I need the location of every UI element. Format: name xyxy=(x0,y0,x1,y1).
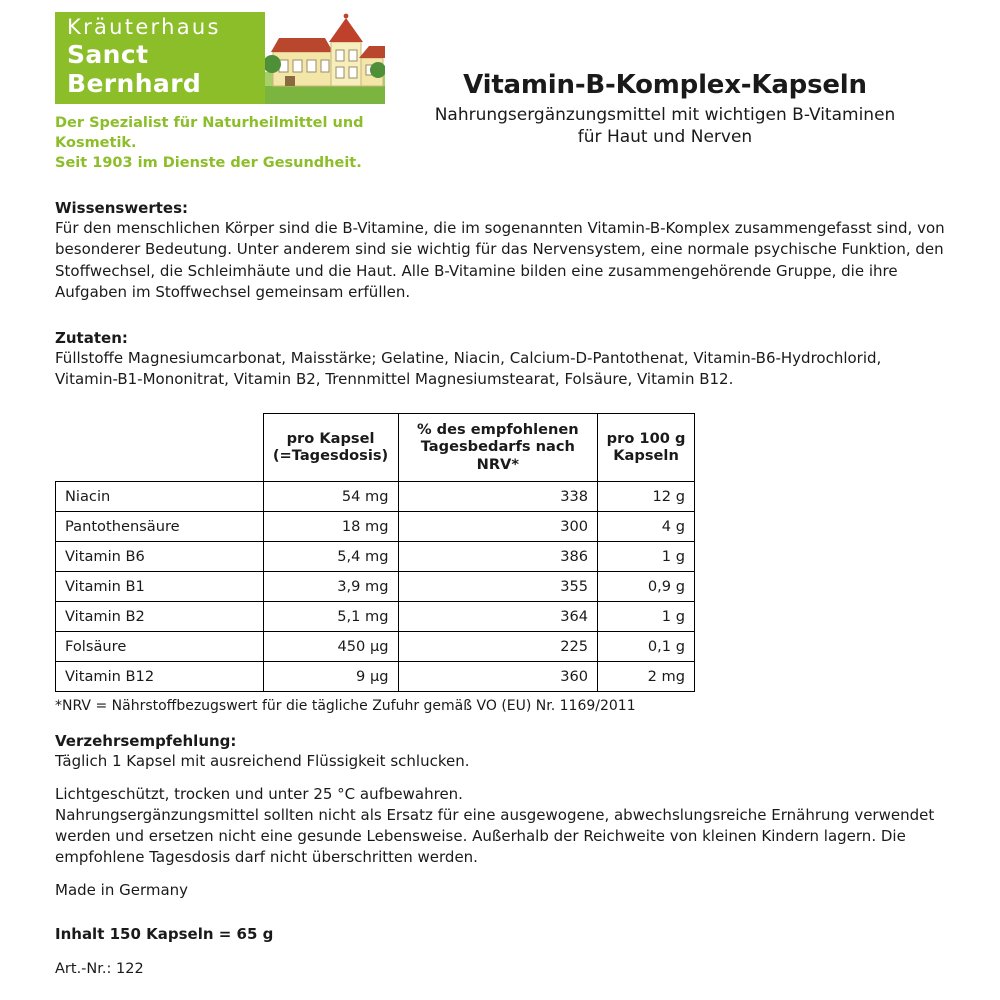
logo xyxy=(55,12,385,104)
product-subtitle xyxy=(385,104,945,149)
storage-text: Lichtgeschützt, trocken und unter 25 °C aufbewahren. xyxy=(55,784,463,803)
table-header-row xyxy=(56,413,695,482)
nutrition-table xyxy=(55,413,695,693)
table-header-blank xyxy=(56,413,264,482)
cell-nrv: 360 xyxy=(398,662,598,692)
brand-tagline xyxy=(55,113,385,173)
product-subtitle-line1: Nahrungsergänzungsmittel mit wichtigen B-Vitaminen xyxy=(434,105,896,125)
tagline-line-1: Der Spezialist für Naturheilmittel und Kosmetik. xyxy=(55,115,364,151)
nutrition-table-body xyxy=(56,482,695,692)
cell-per-capsule: 3,9 mg xyxy=(263,572,398,602)
table-row xyxy=(56,512,695,542)
content xyxy=(0,199,1000,977)
brand-name-line2: Sanct Bernhard xyxy=(67,40,202,99)
cell-per-capsule: 5,1 mg xyxy=(263,602,398,632)
disclaimer-text: Nahrungsergänzungsmittel sollten nicht als Ersatz für eine ausgewogene, abwechslungsreiche Ernährung verwendet werden und ersetzen nicht eine gesunde Lebensweise. Außerhalb der Reichweite von kleinen Kindern lagern. Die empfohlene Tagesdosis darf nicht überschritten werden. xyxy=(55,805,935,867)
made-in-text: Made in Germany xyxy=(55,880,189,899)
cell-nrv: 300 xyxy=(398,512,598,542)
ingredients-text: Füllstoffe Magnesiumcarbonat, Maisstärke; Gelatine, Niacin, Calcium-D-Pantothenat, Vitamin-B6-Hydrochlorid, Vitamin-B1-Mononitrat, Vitamin B2, Trennmittel Magnesiumstearat, Folsäure, Vitamin B12. xyxy=(55,349,882,389)
building-illustration-icon xyxy=(265,12,385,104)
cell-nrv: 355 xyxy=(398,572,598,602)
ingredients-heading: Zutaten: xyxy=(55,329,128,348)
table-row xyxy=(56,662,695,692)
cell-per-capsule: 9 µg xyxy=(263,662,398,692)
header-col4-line1: pro 100 g xyxy=(606,429,686,447)
knowledge-heading: Wissenswertes: xyxy=(55,199,189,217)
cell-nrv: 364 xyxy=(398,602,598,632)
cell-per-capsule: 5,4 mg xyxy=(263,542,398,572)
header-col3-line1: % des empfohlenen xyxy=(416,420,579,438)
tagline-line-2 xyxy=(55,153,385,173)
cell-per-capsule: 18 mg xyxy=(263,512,398,542)
cell-nutrient: Vitamin B12 xyxy=(56,662,264,692)
table-footnote: *NRV = Nährstoffbezugswert für die tägliche Zufuhr gemäß VO (EU) Nr. 1169/2011 xyxy=(55,698,636,715)
cell-per-100g: 2 mg xyxy=(598,662,695,692)
knowledge-text: Für den menschlichen Körper sind die B-Vitamine, die im sogenannten Vitamin-B-Komplex zusammengefasst sind, von besonderer Bedeutung. Unter anderem sind sie wichtig für das Nervensystem, eine normale psychische Funktion, den Stoffwechsel, die Schleimhäute und die Haut. Alle B-Vitamine bilden eine zusammengehörende Gruppe, die ihre Aufgaben im Stoffwechsel gemeinsam erfüllen. xyxy=(55,219,945,301)
brand-name-line1: Kräuterhaus xyxy=(67,15,221,40)
cell-per-capsule: 54 mg xyxy=(263,482,398,512)
cell-nutrient: Vitamin B1 xyxy=(56,572,264,602)
cell-nutrient: Folsäure xyxy=(56,632,264,662)
header-col2-line1: pro Kapsel xyxy=(286,429,375,447)
header-col4-line2: Kapseln xyxy=(613,447,679,465)
consumption-text: Täglich 1 Kapsel mit ausreichend Flüssigkeit schlucken. xyxy=(55,752,470,771)
cell-nrv: 225 xyxy=(398,632,598,662)
table-header-per-capsule xyxy=(263,413,398,482)
table-row xyxy=(56,572,695,602)
cell-per-capsule: 450 µg xyxy=(263,632,398,662)
brand-logo-block xyxy=(55,12,265,104)
cell-per-100g: 4 g xyxy=(598,512,695,542)
tagline-pre: Seit xyxy=(55,155,93,171)
cell-per-100g: 0,1 g xyxy=(598,632,695,662)
cell-nutrient: Vitamin B6 xyxy=(56,542,264,572)
brand-column xyxy=(55,12,385,173)
cell-nutrient: Vitamin B2 xyxy=(56,602,264,632)
cell-per-100g: 12 g xyxy=(598,482,695,512)
cell-nutrient: Pantothensäure xyxy=(56,512,264,542)
tagline-year: 1903 xyxy=(92,155,133,171)
header-col3-line2: Tagesbedarfs nach NRV* xyxy=(420,438,575,473)
title-column xyxy=(385,12,945,149)
cell-per-100g: 1 g xyxy=(598,542,695,572)
article-number: Art.-Nr.: 122 xyxy=(55,961,144,978)
page-title: Vitamin-B-Komplex-Kapseln xyxy=(463,70,867,100)
cell-per-100g: 0,9 g xyxy=(598,572,695,602)
consumption-heading: Verzehrsempfehlung: xyxy=(55,732,237,751)
table-row xyxy=(56,632,695,662)
header-col2-line2: (=Tagesdosis) xyxy=(272,447,389,465)
table-row xyxy=(56,482,695,512)
content-amount: Inhalt 150 Kapseln = 65 g xyxy=(55,925,274,944)
table-row xyxy=(56,602,695,632)
cell-nutrient: Niacin xyxy=(56,482,264,512)
cell-nrv: 386 xyxy=(398,542,598,572)
tagline-post: im Dienste der Gesundheit. xyxy=(132,155,362,171)
product-subtitle-line2: für Haut und Nerven xyxy=(577,127,753,148)
table-header-nrv xyxy=(398,413,598,482)
cell-nrv: 338 xyxy=(398,482,598,512)
table-header-per-100g xyxy=(598,413,695,482)
header xyxy=(0,0,1000,173)
cell-per-100g: 1 g xyxy=(598,602,695,632)
table-row xyxy=(56,542,695,572)
